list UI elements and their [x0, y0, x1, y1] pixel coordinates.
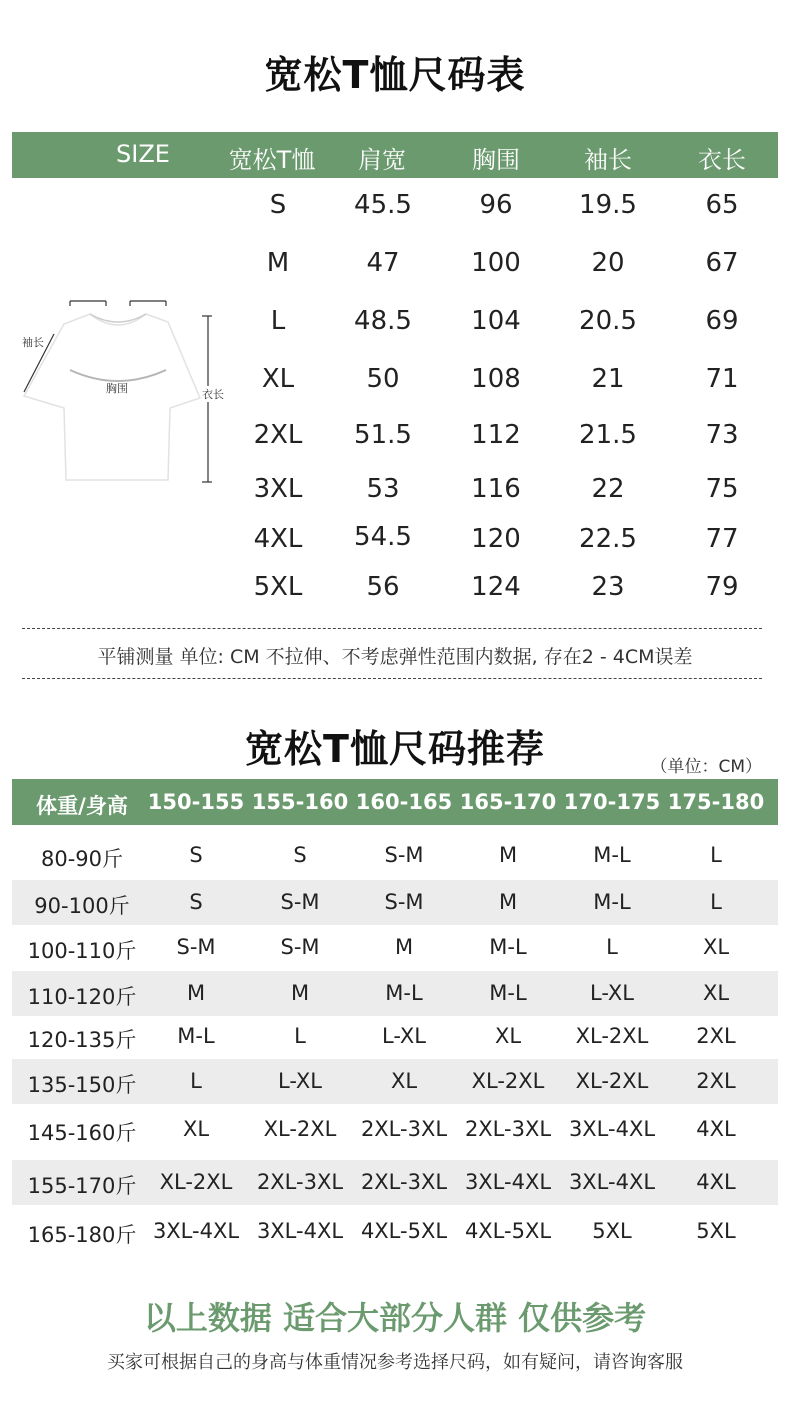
header-style: 宽松T恤 — [228, 146, 316, 174]
chest-value: 100 — [471, 248, 521, 278]
size-cell: 5XL — [696, 1219, 736, 1243]
size-label: XL — [261, 364, 295, 394]
length-value: 75 — [705, 474, 739, 504]
footer-headline: 以上数据 适合大部分人群 仅供参考 — [143, 1299, 647, 1337]
length-value: 77 — [705, 524, 739, 554]
divider-bottom — [22, 678, 762, 679]
weight-cell: 90-100斤 — [34, 894, 130, 918]
size-cell: 3XL-4XL — [256, 1219, 344, 1243]
size-cell: S-M — [176, 935, 216, 959]
size-cell: 2XL — [696, 1069, 736, 1093]
recommendation-row — [12, 1209, 778, 1254]
size-cell: L — [710, 843, 722, 867]
footer-note: 买家可根据自己的身高与体重情况参考选择尺码，如有疑问，请咨询客服 — [107, 1352, 683, 1373]
size-cell: XL-2XL — [263, 1117, 337, 1141]
shoulder-value: 47 — [366, 248, 400, 278]
size-cell: 2XL-3XL — [360, 1170, 448, 1194]
size-cell: XL — [702, 981, 730, 1005]
chest-value: 120 — [471, 524, 521, 554]
size-cell: L-XL — [278, 1069, 322, 1093]
length-value: 67 — [705, 248, 739, 278]
recommendation-row — [12, 1107, 778, 1152]
header-height-col: 155-160 — [251, 790, 349, 814]
recommendation-header — [12, 779, 778, 825]
header-height-col: 150-155 — [147, 790, 245, 814]
header-shoulder: 肩宽 — [358, 146, 406, 174]
chest-value: 108 — [471, 364, 521, 394]
size-cell: M-L — [593, 843, 631, 867]
shoulder-value: 50 — [366, 364, 400, 394]
size-cell: S — [189, 890, 203, 914]
shoulder-value: 45.5 — [354, 190, 412, 220]
recommendation-row — [12, 880, 778, 925]
header-weight-height: 体重/身高 — [36, 794, 128, 818]
size-cell: 3XL-4XL — [568, 1117, 656, 1141]
size-label: 2XL — [253, 420, 303, 450]
recommendation-row — [12, 1059, 778, 1104]
header-height-col: 165-170 — [459, 790, 557, 814]
recommendation-row — [12, 1014, 778, 1059]
shoulder-value: 51.5 — [354, 420, 412, 450]
size-cell: 2XL-3XL — [256, 1170, 344, 1194]
sleeve-value: 22 — [591, 474, 625, 504]
shoulder-value: 56 — [366, 572, 400, 602]
size-cell: L — [710, 890, 722, 914]
size-cell: 3XL-4XL — [464, 1170, 552, 1194]
size-cell: XL-2XL — [575, 1024, 649, 1048]
size-cell: M-L — [385, 981, 423, 1005]
header-sleeve: 袖长 — [584, 146, 632, 174]
size-cell: S-M — [384, 890, 424, 914]
chest-label: 胸围 — [106, 382, 128, 395]
weight-cell: 80-90斤 — [40, 847, 124, 871]
size-cell: XL-2XL — [159, 1170, 233, 1194]
size-cell: L-XL — [590, 981, 634, 1005]
size-cell: S-M — [280, 935, 320, 959]
chest-value: 96 — [479, 190, 513, 220]
weight-cell: 135-150斤 — [27, 1073, 137, 1097]
size-label: M — [266, 248, 290, 278]
size-cell: M-L — [177, 1024, 215, 1048]
sleeve-value: 21.5 — [579, 420, 637, 450]
size-table-header — [12, 132, 778, 178]
header-chest: 胸围 — [472, 146, 520, 174]
size-cell: M — [498, 843, 518, 867]
header-height-col: 170-175 — [563, 790, 661, 814]
unit-label: （单位：CM） — [650, 757, 762, 777]
sleeve-value: 20.5 — [579, 306, 637, 336]
length-value: 65 — [705, 190, 739, 220]
size-cell: M-L — [489, 981, 527, 1005]
sleeve-value: 21 — [591, 364, 625, 394]
size-cell: S-M — [280, 890, 320, 914]
chest-value: 104 — [471, 306, 521, 336]
measurement-note: 平铺测量 单位: CM 不拉伸、不考虑弹性范围内数据, 存在2 - 4CM误差 — [97, 646, 693, 668]
header-size: SIZE — [116, 140, 170, 168]
length-value: 73 — [705, 420, 739, 450]
size-label: L — [270, 306, 286, 336]
recommendation-row — [12, 971, 778, 1016]
size-cell: M — [290, 981, 310, 1005]
size-cell: 3XL-4XL — [568, 1170, 656, 1194]
sleeve-value: 20 — [591, 248, 625, 278]
sleeve-value: 19.5 — [579, 190, 637, 220]
header-length: 衣长 — [698, 146, 746, 174]
sleeve-value: 23 — [591, 572, 625, 602]
size-cell: XL — [494, 1024, 522, 1048]
size-cell: XL — [390, 1069, 418, 1093]
size-cell: 4XL-5XL — [464, 1219, 552, 1243]
shoulder-value: 53 — [366, 474, 400, 504]
size-cell: M — [394, 935, 414, 959]
sleeve-value: 22.5 — [579, 524, 637, 554]
shoulder-value: 54.5 — [354, 522, 412, 552]
weight-cell: 110-120斤 — [27, 985, 137, 1009]
size-cell: 2XL-3XL — [464, 1117, 552, 1141]
size-label: 3XL — [253, 474, 303, 504]
recommendation-row — [12, 833, 778, 878]
page-title: 宽松T恤尺码表 — [264, 53, 526, 97]
tshirt-diagram — [18, 296, 224, 486]
shoulder-value: 48.5 — [354, 306, 412, 336]
header-height-col: 160-165 — [355, 790, 453, 814]
length-value: 71 — [705, 364, 739, 394]
size-label: S — [269, 190, 287, 220]
size-label: 5XL — [253, 572, 303, 602]
weight-cell: 155-170斤 — [27, 1174, 137, 1198]
weight-cell: 165-180斤 — [27, 1223, 137, 1247]
size-cell: 4XL — [696, 1170, 736, 1194]
size-cell: S-M — [384, 843, 424, 867]
size-cell: XL — [702, 935, 730, 959]
size-cell: M-L — [593, 890, 631, 914]
chest-value: 116 — [471, 474, 521, 504]
chest-value: 112 — [471, 420, 521, 450]
size-cell: M-L — [489, 935, 527, 959]
size-cell: L — [294, 1024, 306, 1048]
size-cell: XL-2XL — [471, 1069, 545, 1093]
size-cell: 2XL-3XL — [360, 1117, 448, 1141]
size-cell: XL — [182, 1117, 210, 1141]
size-cell: M — [498, 890, 518, 914]
size-cell: L-XL — [382, 1024, 426, 1048]
size-cell: S — [189, 843, 203, 867]
length-value: 79 — [705, 572, 739, 602]
size-cell: L — [190, 1069, 202, 1093]
recommendation-row — [12, 1160, 778, 1205]
size-cell: 3XL-4XL — [152, 1219, 240, 1243]
weight-cell: 145-160斤 — [27, 1121, 137, 1145]
sleeve-label: 袖长 — [22, 336, 44, 349]
length-label: 衣长 — [202, 388, 224, 401]
chest-value: 124 — [471, 572, 521, 602]
size-cell: 4XL — [696, 1117, 736, 1141]
size-cell: S — [293, 843, 307, 867]
size-cell: XL-2XL — [575, 1069, 649, 1093]
size-label: 4XL — [253, 524, 303, 554]
weight-cell: 100-110斤 — [27, 939, 137, 963]
size-cell: L — [606, 935, 618, 959]
size-cell: M — [186, 981, 206, 1005]
length-value: 69 — [705, 306, 739, 336]
header-height-col: 175-180 — [667, 790, 765, 814]
weight-cell: 120-135斤 — [27, 1028, 137, 1052]
recommendation-title: 宽松T恤尺码推荐 — [245, 727, 545, 771]
divider-top — [22, 628, 762, 629]
size-cell: 5XL — [592, 1219, 632, 1243]
size-cell: 4XL-5XL — [360, 1219, 448, 1243]
size-cell: 2XL — [696, 1024, 736, 1048]
recommendation-row — [12, 925, 778, 970]
